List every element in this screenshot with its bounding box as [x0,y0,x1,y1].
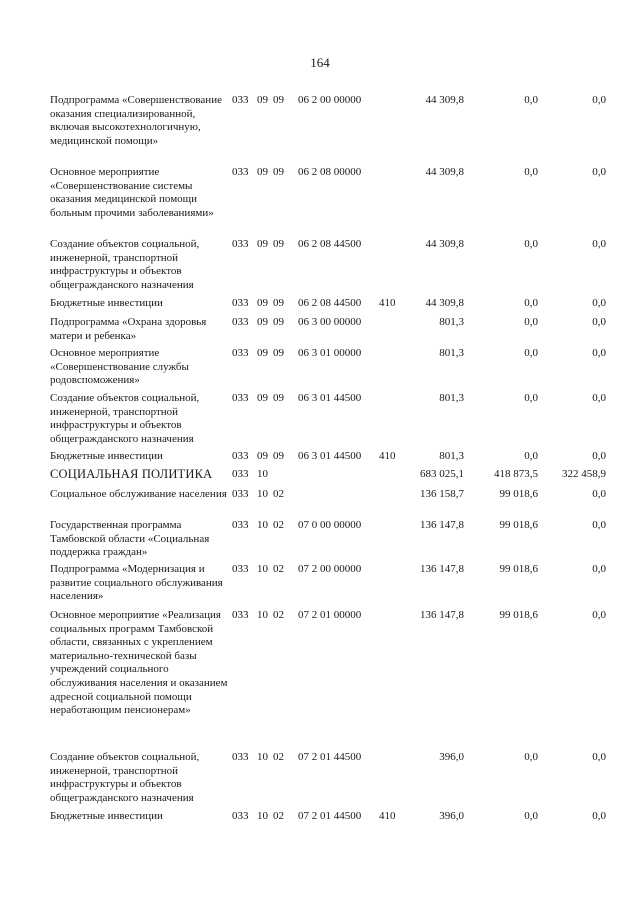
row-section-code: 09 [257,297,268,309]
row-amount-other: 0,0 [592,238,606,250]
row-name: Государственная программа Тамбовской области «Социальная поддержка граждан» [50,519,210,559]
row-amount-federal: 0,0 [524,316,538,328]
row-amount-federal: 99 018,6 [499,488,538,500]
row-admin-code: 033 [232,810,249,822]
row-amount-other: 0,0 [592,297,606,309]
row-amount-federal: 0,0 [524,347,538,359]
row-admin-code: 033 [232,519,249,531]
row-admin-code: 033 [232,392,249,404]
row-subsection-code: 09 [273,94,284,106]
row-amount-total: 44 309,8 [425,238,464,250]
row-amount-total: 136 158,7 [420,488,464,500]
row-amount-total: 801,3 [439,316,464,328]
row-subsection-code: 09 [273,297,284,309]
row-target-code: 06 3 00 00000 [298,316,362,328]
row-amount-federal: 0,0 [524,94,538,106]
row-amount-other: 0,0 [592,751,606,763]
row-amount-federal: 0,0 [524,238,538,250]
row-name: Создание объектов социальной, инженерной, транспортной инфраструктуры и объектов общегражданского назначения [50,751,200,804]
row-section-code: 09 [257,238,268,250]
row-amount-federal: 0,0 [524,810,538,822]
row-admin-code: 033 [232,450,249,462]
row-target-code: 06 3 01 00000 [298,347,362,359]
row-name: Подпрограмма «Модернизация и развитие социального обслуживания населения» [50,563,223,603]
row-admin-code: 033 [232,238,249,250]
row-name: Бюджетные инвестиции [50,810,163,822]
row-subsection-code: 02 [273,488,284,500]
row-target-code: 06 3 01 44500 [298,392,362,404]
row-section-code: 09 [257,316,268,328]
row-section-code: 10 [257,751,268,763]
row-amount-other: 0,0 [592,810,606,822]
row-subsection-code: 02 [273,751,284,763]
row-amount-other: 0,0 [592,609,606,621]
row-amount-total: 801,3 [439,450,464,462]
row-section-code: 10 [257,609,268,621]
row-amount-total: 136 147,8 [420,609,464,621]
row-section-code: 10 [257,810,268,822]
row-subsection-code: 09 [273,316,284,328]
row-name: Основное мероприятие «Совершенствование службы родовспоможения» [50,347,189,387]
row-section-code: 09 [257,392,268,404]
row-admin-code: 033 [232,94,249,106]
row-amount-other: 0,0 [592,488,606,500]
row-section-code: 10 [257,468,268,480]
row-amount-other: 0,0 [592,392,606,404]
row-section-code: 10 [257,488,268,500]
row-subsection-code: 02 [273,563,284,575]
row-target-code: 06 2 00 00000 [298,94,362,106]
row-amount-total: 44 309,8 [425,297,464,309]
row-expense-type: 410 [379,810,396,822]
row-admin-code: 033 [232,751,249,763]
row-name: Основное мероприятие «Совершенствование системы оказания медицинской помощи больным прочими заболеваниями» [50,166,214,219]
row-name: Подпрограмма «Совершенствование оказания специализированной, включая высокотехнологичную, медицинской помощи» [50,94,222,147]
row-subsection-code: 09 [273,238,284,250]
row-amount-federal: 0,0 [524,751,538,763]
row-target-code: 07 2 01 44500 [298,751,362,763]
row-subsection-code: 02 [273,519,284,531]
row-subsection-code: 09 [273,166,284,178]
row-amount-total: 801,3 [439,347,464,359]
row-amount-total: 801,3 [439,392,464,404]
row-amount-other: 0,0 [592,450,606,462]
row-amount-federal: 99 018,6 [499,609,538,621]
row-admin-code: 033 [232,468,249,480]
row-name: Создание объектов социальной, инженерной, транспортной инфраструктуры и объектов общегражданского назначения [50,238,200,291]
row-name: Социальное обслуживание населения [50,488,227,500]
row-name: Бюджетные инвестиции [50,297,163,309]
row-subsection-code: 09 [273,450,284,462]
row-target-code: 06 2 08 44500 [298,297,362,309]
row-section-code: 09 [257,347,268,359]
row-section-code: 09 [257,166,268,178]
row-amount-federal: 418 873,5 [494,468,538,480]
row-amount-other: 0,0 [592,347,606,359]
row-admin-code: 033 [232,166,249,178]
row-amount-federal: 99 018,6 [499,519,538,531]
row-amount-other: 0,0 [592,316,606,328]
row-admin-code: 033 [232,563,249,575]
row-subsection-code: 02 [273,810,284,822]
row-section-code: 09 [257,94,268,106]
row-name: Подпрограмма «Охрана здоровья матери и ребенка» [50,316,207,342]
row-subsection-code: 09 [273,347,284,359]
row-amount-total: 683 025,1 [420,468,464,480]
row-amount-other: 322 458,9 [562,468,606,480]
page-number: 164 [310,55,330,70]
row-target-code: 07 2 00 00000 [298,563,362,575]
row-expense-type: 410 [379,450,396,462]
row-amount-total: 44 309,8 [425,94,464,106]
row-admin-code: 033 [232,609,249,621]
row-amount-federal: 99 018,6 [499,563,538,575]
row-subsection-code: 02 [273,609,284,621]
row-amount-other: 0,0 [592,519,606,531]
row-target-code: 07 2 01 44500 [298,810,362,822]
row-admin-code: 033 [232,347,249,359]
row-amount-total: 396,0 [439,810,464,822]
row-admin-code: 033 [232,297,249,309]
row-section-code: 10 [257,519,268,531]
row-section-code: 10 [257,563,268,575]
row-amount-other: 0,0 [592,94,606,106]
row-target-code: 06 2 08 44500 [298,238,362,250]
row-subsection-code: 09 [273,392,284,404]
row-name: СОЦИАЛЬНАЯ ПОЛИТИКА [50,467,213,481]
row-expense-type: 410 [379,297,396,309]
row-admin-code: 033 [232,316,249,328]
row-amount-total: 136 147,8 [420,519,464,531]
row-target-code: 07 0 00 00000 [298,519,362,531]
row-amount-total: 44 309,8 [425,166,464,178]
row-name: Бюджетные инвестиции [50,450,163,462]
row-name: Основное мероприятие «Реализация социальных программ Тамбовской области, связанных с укреплением материально-технической базы учреждений социального обслуживания населения и оказанием адресной социальной помощи неработающим пенсионерам» [50,609,228,717]
row-name: Создание объектов социальной, инженерной, транспортной инфраструктуры и объектов общегражданского назначения [50,392,200,445]
row-target-code: 06 3 01 44500 [298,450,362,462]
row-section-code: 09 [257,450,268,462]
row-target-code: 07 2 01 00000 [298,609,362,621]
row-amount-other: 0,0 [592,563,606,575]
row-amount-federal: 0,0 [524,392,538,404]
row-amount-total: 396,0 [439,751,464,763]
row-amount-federal: 0,0 [524,166,538,178]
row-amount-other: 0,0 [592,166,606,178]
row-amount-federal: 0,0 [524,297,538,309]
row-amount-total: 136 147,8 [420,563,464,575]
row-admin-code: 033 [232,488,249,500]
row-target-code: 06 2 08 00000 [298,166,362,178]
row-amount-federal: 0,0 [524,450,538,462]
